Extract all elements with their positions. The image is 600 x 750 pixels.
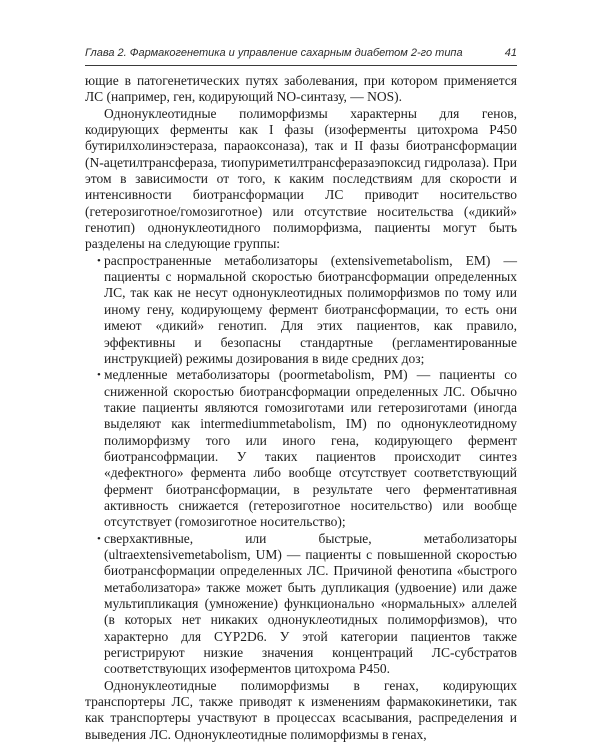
page-body [85, 73, 517, 743]
bullet-icon: • [97, 254, 101, 267]
running-header [85, 45, 517, 66]
bullet-icon: • [97, 369, 101, 382]
running-title: Глава 2. Фармакогенетика и управление сахарным диабетом 2-го типа [85, 47, 463, 59]
metabolizer-groups-list [85, 253, 517, 678]
list-item-extensive [85, 253, 517, 367]
bullet-icon: • [97, 532, 101, 545]
paragraph-intro: Однонуклеотидные полиморфизмы характерны для генов, кодирующих ферменты как I фазы (изоферменты цитохрома P450 бутирилхолинэстераза, параоксоназа), так и II фазы биотрансформации (N-ацетилтрансфераза, тиопуриметилтрансферазаэпоксид гидролаза). При этом в зависимости от того, к каким последствиям для скорости и интенсивности биотрансформации ЛС приводит носительство (гетерозиготное/гомозиготное) или отсутствие носительства («дикий» генотип) однонуклеотидного полиморфизма, пациенты могут быть разделены на следующие группы: [85, 105, 517, 252]
list-item-poor [85, 367, 517, 530]
page-number: 41 [504, 47, 517, 59]
list-item-text: сверхактивные, или быстрые, метаболизаторы (ultraextensivemetabolism, UM) — пациенты с повышенной скоростью биотрансформации определенных ЛС. Причиной фенотипа «быстрого метаболизатора» также может быть дупликация (удвоение) или даже мультипликация (умножение) функционально «нормальных» аллелей (в которых нет никаких однонуклеотидных полиморфизмов), что характерно для CYP2D6. У этой категории пациентов также регистрируют низкие значения концентраций ЛС-субстратов соответствующих изоферментов цитохрома P450. [104, 530, 517, 677]
paragraph-transporters: Однонуклеотидные полиморфизмы в генах, кодирующих транспортеры ЛС, также приводят к изменениям фармакокинетики, так как транспортеры участвуют в процессах всасывания, распределения и выведения ЛС. Однонуклеотидные полиморфизмы в генах, [85, 677, 517, 742]
paragraph-continued: ющие в патогенетических путях заболевания, при котором применяется ЛС (например, ген, кодирующий NO-синтазу, — NOS). [85, 73, 517, 105]
list-item-text: медленные метаболизаторы (poormetabolism, PM) — пациенты со сниженной скоростью биотрансформации определенных ЛС. Обычно такие пациенты являются гомозиготами или гетерозиготами (иногда выделяют как intermediummetabolism, IM) по однонуклеотидному полиморфизму того или иного гена, кодирующего фермент биотрансофрмации. У таких пациентов происходит синтез «дефектного» фермента либо вообще отсутствует соответствующий фермент биотрансформации, в результате чего ферментативная активность снижается (гетерозиготное носительство) или вообще отсутствует (гомозиготное носительство); [104, 367, 517, 530]
list-item-ultraextensive [85, 531, 517, 678]
list-item-text: распространенные метаболизаторы (extensivemetabolism, EM) — пациенты с нормальной скоростью биотрансформации определенных ЛС, так как не несут однонуклеотидных полиморфизмов по тому или иному гену, кодирующему фермент биотрансформации, то есть они имеют «дикий» генотип. Для этих пациентов, как правило, эффективны и безопасны стандартные (регламентированные инструкцией) режимы дозирования в виде средних доз; [104, 252, 517, 366]
